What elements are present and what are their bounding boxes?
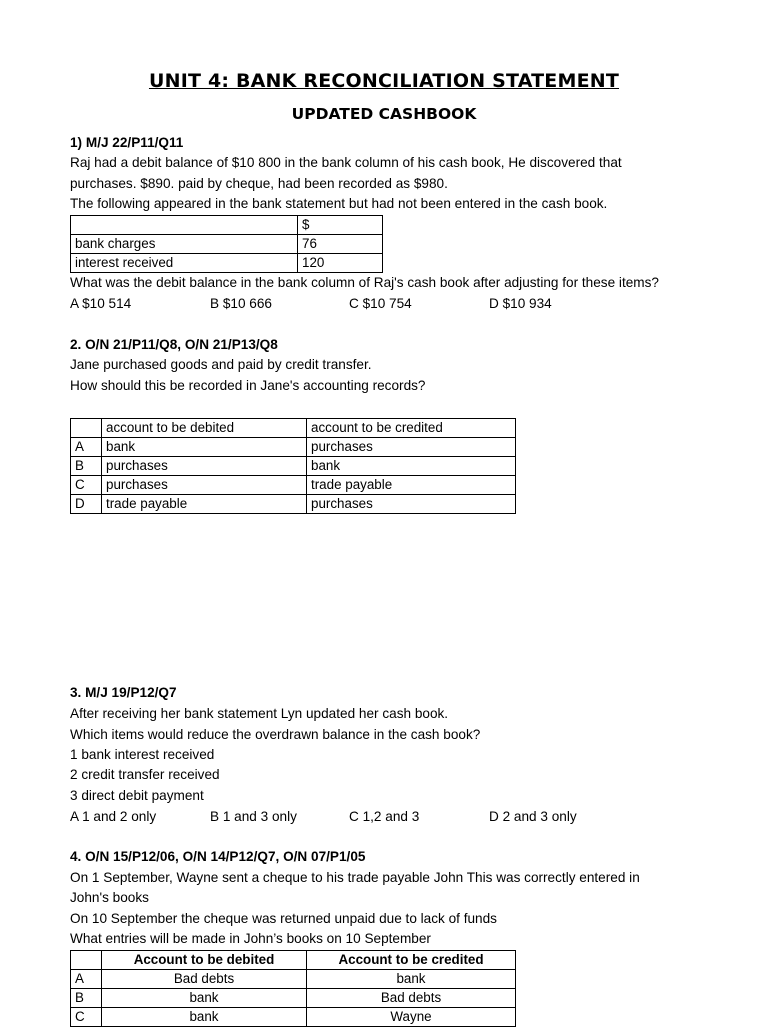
q2-line: Jane purchased goods and paid by credit transfer. — [70, 357, 372, 372]
q2-option-letter: B — [71, 457, 102, 476]
q3-option-d: D 2 and 3 only — [489, 809, 577, 824]
q4-credit-cell: bank — [307, 970, 516, 989]
q4-line: What entries will be made in John’s books on 10 September — [70, 931, 431, 946]
q1-line: Raj had a debit balance of $10 800 in the bank column of his cash book, He discovered that — [70, 155, 622, 170]
q4-debit-cell: bank — [102, 989, 307, 1008]
q2-debit-cell: bank — [102, 438, 307, 457]
q1-table-cell: interest received — [71, 254, 298, 273]
q2-table-header-cell: account to be credited — [307, 419, 516, 438]
q1-table-header-cell — [71, 216, 298, 235]
q1-option-b: B $10 666 — [210, 296, 272, 311]
q4-option-letter: A — [71, 970, 102, 989]
q1-table-cell: bank charges — [71, 235, 298, 254]
q1-question: What was the debit balance in the bank column of Raj's cash book after adjusting for these items? — [70, 275, 659, 290]
q1-table — [70, 215, 383, 273]
q2-debit-cell: trade payable — [102, 495, 307, 514]
q1-option-d: D $10 934 — [489, 296, 552, 311]
q2-credit-cell: trade payable — [307, 476, 516, 495]
q4-line: John's books — [70, 890, 149, 905]
q1-heading: 1) M/J 22/P11/Q11 — [70, 135, 184, 150]
q3-line: Which items would reduce the overdrawn balance in the cash book? — [70, 727, 481, 742]
page-subtitle: UPDATED CASHBOOK — [291, 105, 477, 123]
q4-option-letter: C — [71, 1008, 102, 1027]
table-row — [71, 951, 516, 970]
page-title: UNIT 4: BANK RECONCILIATION STATEMENT — [148, 70, 620, 92]
table-row — [71, 419, 516, 438]
table-row — [71, 495, 516, 514]
q4-table-header-cell: Account to be credited — [307, 951, 516, 970]
q4-table-header-cell: Account to be debited — [102, 951, 307, 970]
q1-option-c: C $10 754 — [349, 296, 412, 311]
q2-table-header-cell: account to be debited — [102, 419, 307, 438]
q3-line: 2 credit transfer received — [70, 767, 220, 782]
q2-heading: 2. O/N 21/P11/Q8, O/N 21/P13/Q8 — [70, 337, 278, 352]
q1-table-header-cell: $ — [298, 216, 383, 235]
q4-option-letter: B — [71, 989, 102, 1008]
q4-debit-cell: Bad debts — [102, 970, 307, 989]
table-row — [71, 457, 516, 476]
q2-line: How should this be recorded in Jane's accounting records? — [70, 378, 426, 393]
table-row — [71, 254, 383, 273]
q3-heading: 3. M/J 19/P12/Q7 — [70, 685, 177, 700]
q4-table — [70, 950, 516, 1027]
q4-debit-cell: bank — [102, 1008, 307, 1027]
q3-line: After receiving her bank statement Lyn updated her cash book. — [70, 706, 449, 721]
q4-table-header-cell — [71, 951, 102, 970]
table-row — [71, 476, 516, 495]
table-row — [71, 970, 516, 989]
q2-credit-cell: purchases — [307, 438, 516, 457]
q2-debit-cell: purchases — [102, 476, 307, 495]
q1-option-a: A $10 514 — [70, 296, 132, 311]
q3-option-b: B 1 and 3 only — [210, 809, 297, 824]
q1-line: purchases. $890. paid by cheque, had been recorded as $980. — [70, 176, 448, 191]
q2-credit-cell: purchases — [307, 495, 516, 514]
q2-credit-cell: bank — [307, 457, 516, 476]
q4-credit-cell: Bad debts — [307, 989, 516, 1008]
q3-line: 3 direct debit payment — [70, 788, 204, 803]
q1-line: The following appeared in the bank statement but had not been entered in the cash book. — [70, 196, 608, 211]
q3-option-c: C 1,2 and 3 — [349, 809, 420, 824]
table-row — [71, 989, 516, 1008]
q2-debit-cell: purchases — [102, 457, 307, 476]
q2-option-letter: D — [71, 495, 102, 514]
q1-table-cell: 76 — [298, 235, 383, 254]
q4-line: On 1 September, Wayne sent a cheque to his trade payable John This was correctly entered in — [70, 870, 640, 885]
q3-line: 1 bank interest received — [70, 747, 215, 762]
q4-heading: 4. O/N 15/P12/06, O/N 14/P12/Q7, O/N 07/P1/05 — [70, 849, 366, 864]
q3-option-a: A 1 and 2 only — [70, 809, 157, 824]
q1-table-cell: 120 — [298, 254, 383, 273]
q2-option-letter: A — [71, 438, 102, 457]
table-row — [71, 438, 516, 457]
table-row — [71, 216, 383, 235]
q2-table — [70, 418, 516, 514]
q2-table-header-cell — [71, 419, 102, 438]
q4-line: On 10 September the cheque was returned unpaid due to lack of funds — [70, 911, 497, 926]
q2-option-letter: C — [71, 476, 102, 495]
q4-credit-cell: Wayne — [307, 1008, 516, 1027]
table-row — [71, 235, 383, 254]
